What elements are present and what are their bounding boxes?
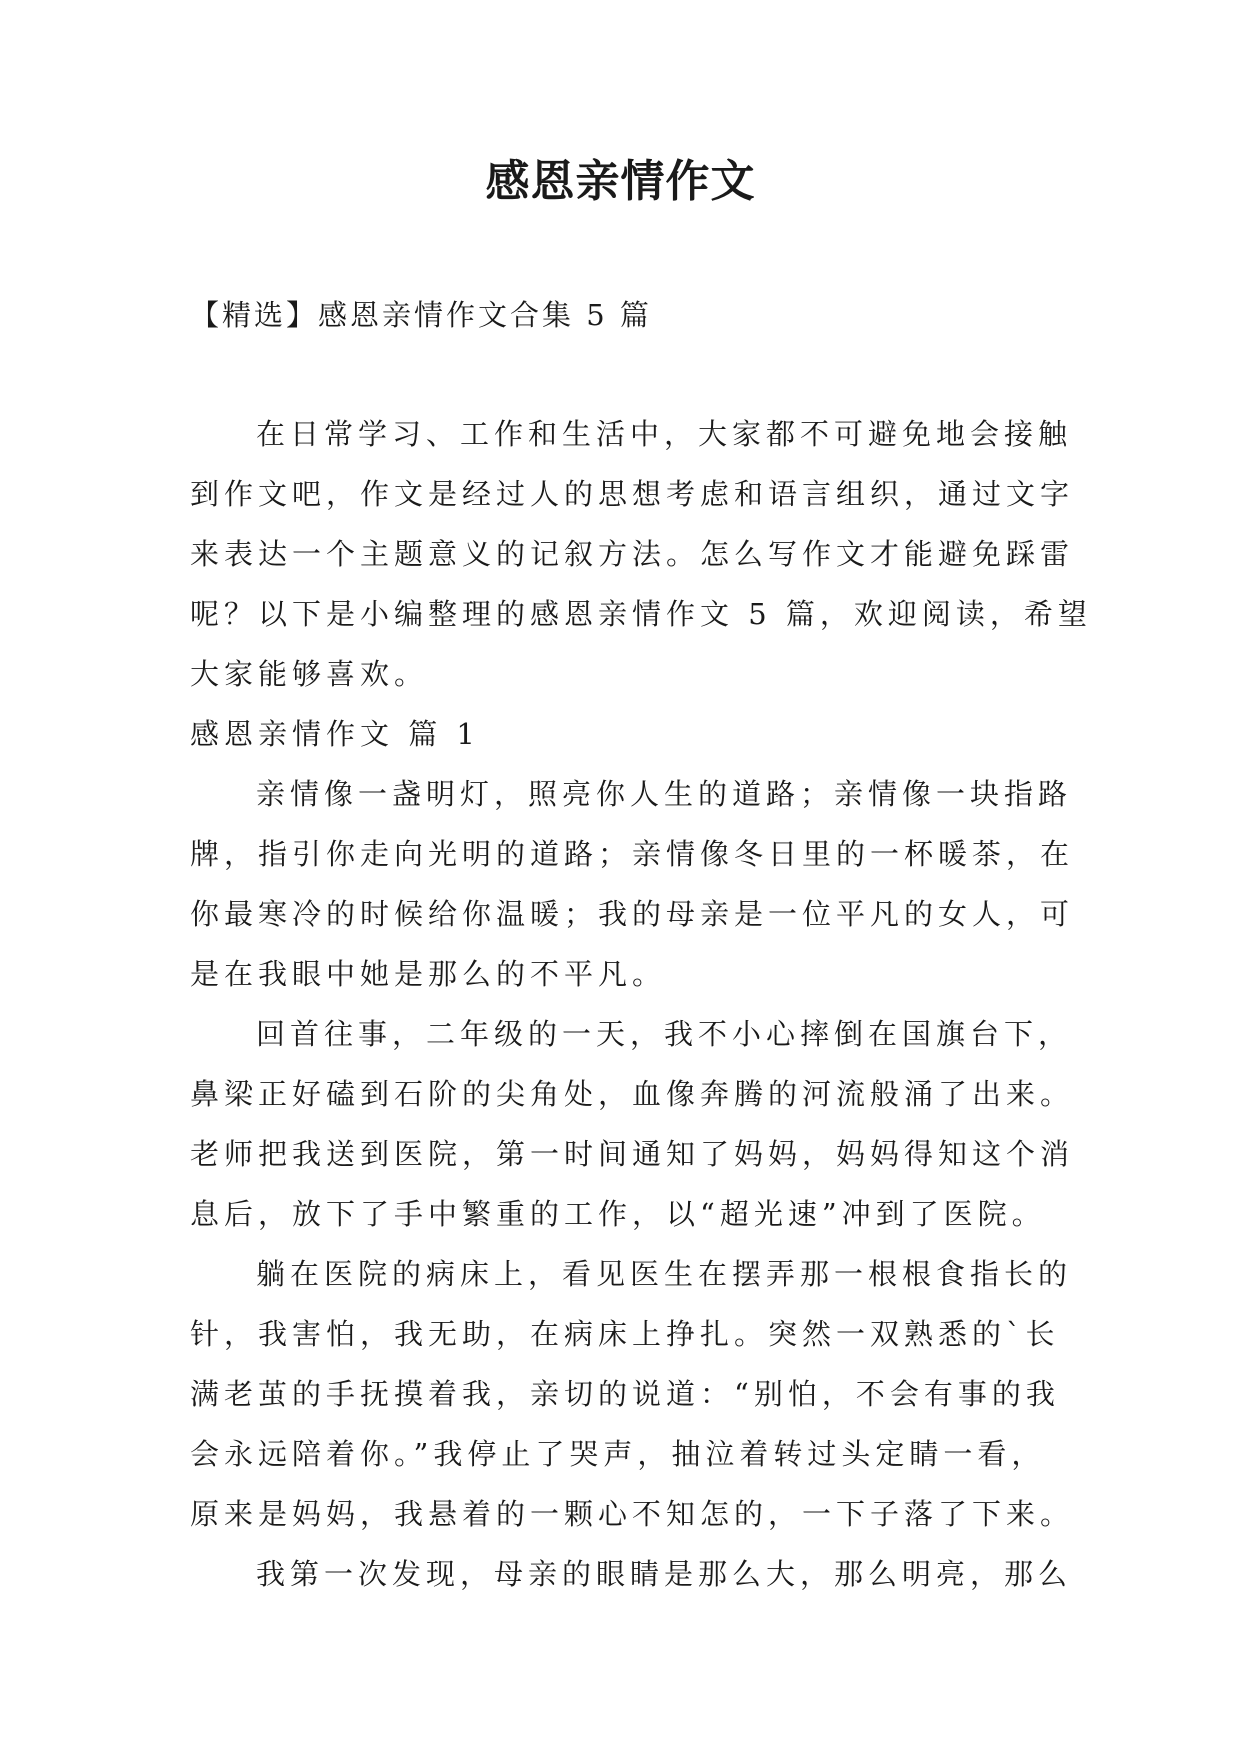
text-line: 鼻梁正好磕到石阶的尖角处，血像奔腾的河流般涌了出来。	[190, 1077, 1075, 1111]
text-line: 在日常学习、工作和生活中，大家都不可避免地会接触	[256, 417, 1073, 451]
text-line: 息后，放下了手中繁重的工作，以“超光速”冲到了医院。	[190, 1197, 1046, 1231]
text-line: 回首往事，二年级的一天，我不小心摔倒在国旗台下，	[256, 1017, 1073, 1051]
text-line: 呢？以下是小编整理的感恩亲情作文 5 篇，欢迎阅读，希望	[190, 597, 1092, 631]
text-line: 亲情像一盏明灯，照亮你人生的道路；亲情像一块指路	[256, 777, 1073, 811]
text-line: 大家能够喜欢。	[190, 657, 429, 691]
text-line: 老师把我送到医院，第一时间通知了妈妈，妈妈得知这个消	[190, 1137, 1075, 1171]
text-line: 针，我害怕，我无助，在病床上挣扎。突然一双熟悉的`长	[190, 1317, 1060, 1351]
text-line: 满老茧的手抚摸着我，亲切的说道：“别怕，不会有事的我	[190, 1377, 1060, 1411]
text-line: 躺在医院的病床上，看见医生在摆弄那一根根食指长的	[256, 1257, 1073, 1291]
text-line: 我第一次发现，母亲的眼睛是那么大，那么明亮，那么	[256, 1557, 1073, 1591]
document-body	[190, 404, 1092, 1604]
text-line: 会永远陪着你。”我停止了哭声，抽泣着转过头定睛一看，	[190, 1437, 1046, 1471]
text-line: 是在我眼中她是那么的不平凡。	[190, 957, 667, 991]
text-line: 原来是妈妈，我悬着的一颗心不知怎的，一下子落了下来。	[190, 1497, 1075, 1531]
text-line: 到作文吧，作文是经过人的思想考虑和语言组织，通过文字	[190, 477, 1075, 511]
text-line: 来表达一个主题意义的记叙方法。怎么写作文才能避免踩雷	[190, 537, 1075, 571]
text-line: 感恩亲情作文 篇 1	[190, 717, 480, 751]
text-line: 你最寒冷的时候给你温暖；我的母亲是一位平凡的女人，可	[190, 897, 1075, 931]
document-subtitle: 【精选】感恩亲情作文合集 5 篇	[190, 298, 652, 332]
text-line: 牌，指引你走向光明的道路；亲情像冬日里的一杯暖茶，在	[190, 837, 1075, 871]
page-title: 感恩亲情作文	[485, 156, 756, 207]
